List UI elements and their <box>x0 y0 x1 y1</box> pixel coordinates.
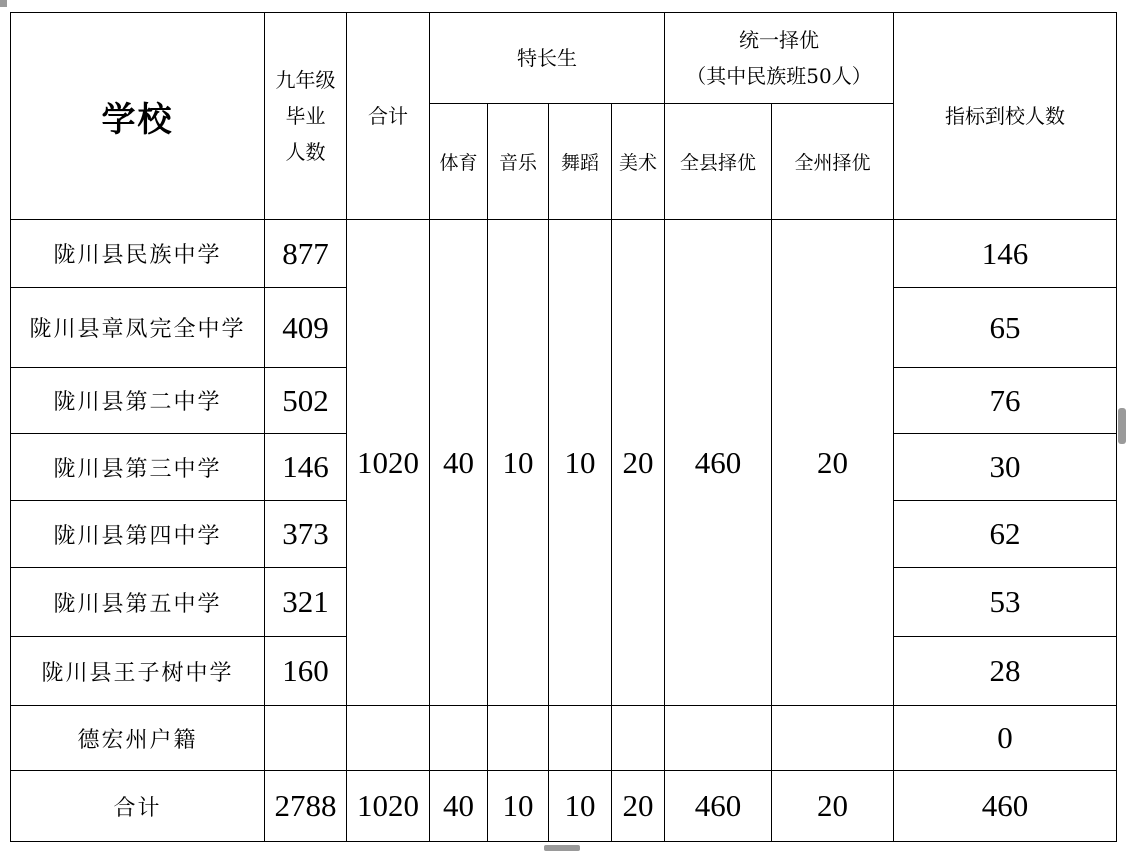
school-name: 陇川县章凤完全中学 <box>11 288 265 368</box>
table-move-handle[interactable] <box>0 0 7 7</box>
totals-quota: 460 <box>894 771 1117 842</box>
quota-cell: 28 <box>894 637 1117 706</box>
quota-cell: 76 <box>894 368 1117 434</box>
header-music: 音乐 <box>488 104 549 220</box>
dance-merged: 10 <box>549 220 612 706</box>
music-merged: 10 <box>488 220 549 706</box>
school-name: 陇川县第二中学 <box>11 368 265 434</box>
table-row <box>11 706 1117 771</box>
header-graduates: 九年级 毕业 人数 <box>265 13 347 220</box>
totals-row <box>11 771 1117 842</box>
totals-sports: 40 <box>430 771 488 842</box>
empty-cell <box>488 706 549 771</box>
empty-cell <box>665 706 772 771</box>
table-row <box>11 220 1117 288</box>
county-merged: 460 <box>665 220 772 706</box>
quota-cell: 53 <box>894 568 1117 637</box>
graduates-cell: 409 <box>265 288 347 368</box>
empty-cell <box>772 706 894 771</box>
totals-prefecture: 20 <box>772 771 894 842</box>
totals-art: 20 <box>612 771 665 842</box>
graduates-cell: 373 <box>265 501 347 568</box>
quota-cell: 146 <box>894 220 1117 288</box>
graduates-cell: 321 <box>265 568 347 637</box>
totals-music: 10 <box>488 771 549 842</box>
table-resize-handle-bottom[interactable] <box>544 845 580 851</box>
prefecture-merged: 20 <box>772 220 894 706</box>
header-unified-selection: 统一择优 （其中民族班50人） <box>665 13 894 104</box>
header-county: 全县择优 <box>665 104 772 220</box>
school-name: 陇川县第四中学 <box>11 501 265 568</box>
quota-cell: 30 <box>894 434 1117 501</box>
quota-cell: 65 <box>894 288 1117 368</box>
empty-cell <box>430 706 488 771</box>
quota-cell: 0 <box>894 706 1117 771</box>
header-sports: 体育 <box>430 104 488 220</box>
table-resize-handle-right[interactable] <box>1118 408 1126 444</box>
empty-cell <box>549 706 612 771</box>
header-prefecture: 全州择优 <box>772 104 894 220</box>
totals-label: 合计 <box>11 771 265 842</box>
header-school: 学校 <box>11 13 265 220</box>
graduates-cell: 877 <box>265 220 347 288</box>
totals-total: 1020 <box>347 771 430 842</box>
total-merged: 1020 <box>347 220 430 706</box>
header-total: 合计 <box>347 13 430 220</box>
graduates-cell <box>265 706 347 771</box>
totals-graduates: 2788 <box>265 771 347 842</box>
header-dance: 舞蹈 <box>549 104 612 220</box>
empty-cell <box>347 706 430 771</box>
enrollment-quota-table <box>10 12 1117 842</box>
header-quota: 指标到校人数 <box>894 13 1117 220</box>
graduates-cell: 502 <box>265 368 347 434</box>
graduates-cell: 146 <box>265 434 347 501</box>
quota-cell: 62 <box>894 501 1117 568</box>
sports-merged: 40 <box>430 220 488 706</box>
school-name: 陇川县第三中学 <box>11 434 265 501</box>
school-name: 陇川县王子树中学 <box>11 637 265 706</box>
school-name: 陇川县民族中学 <box>11 220 265 288</box>
header-special-students: 特长生 <box>430 13 665 104</box>
totals-dance: 10 <box>549 771 612 842</box>
graduates-cell: 160 <box>265 637 347 706</box>
art-merged: 20 <box>612 220 665 706</box>
empty-cell <box>612 706 665 771</box>
school-name: 德宏州户籍 <box>11 706 265 771</box>
header-art: 美术 <box>612 104 665 220</box>
school-name: 陇川县第五中学 <box>11 568 265 637</box>
totals-county: 460 <box>665 771 772 842</box>
